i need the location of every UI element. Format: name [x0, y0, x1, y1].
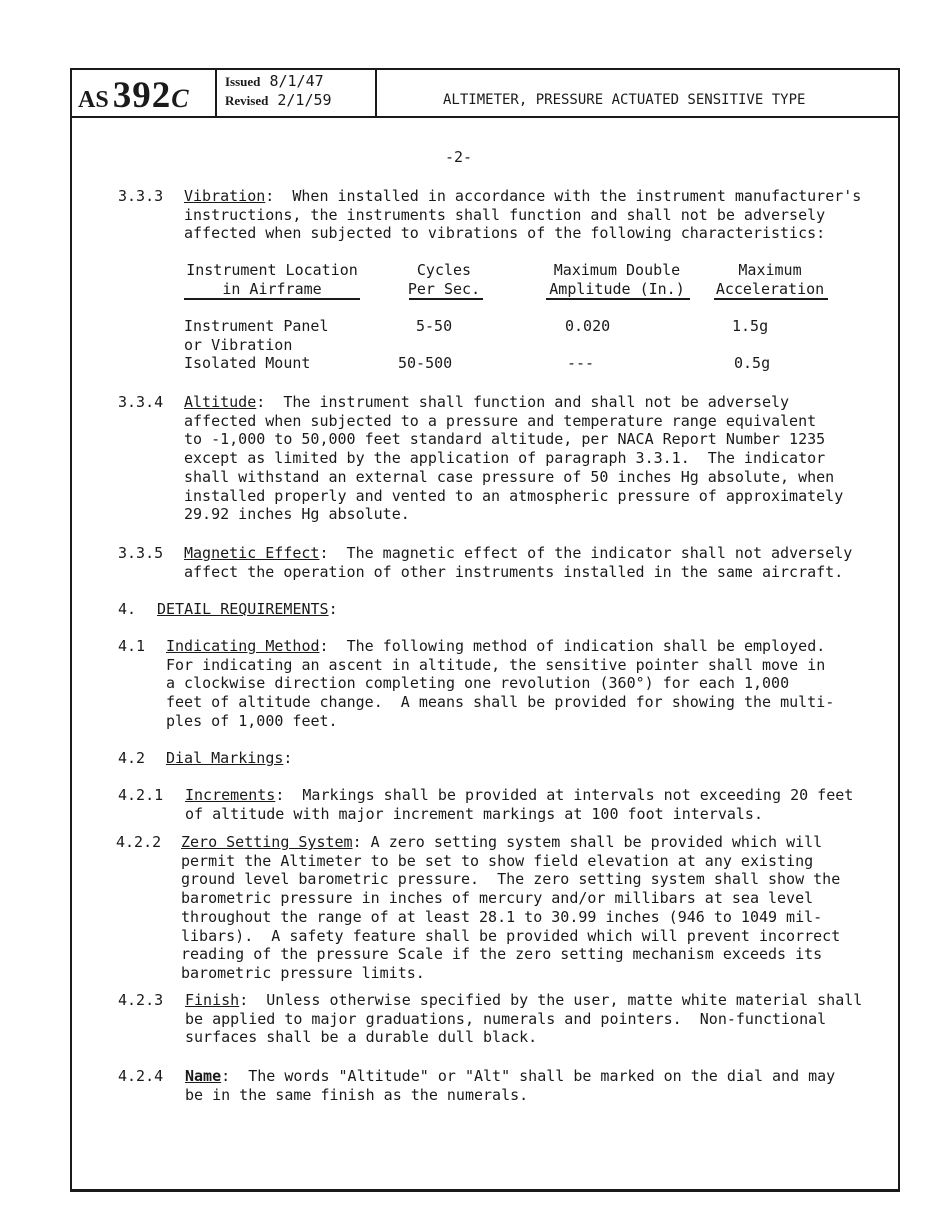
section-3-3-3: Vibration: When installed in accordance with the instrument manufacturer's instructions, the instruments shall function and shall not be adversely affected when subjected to vibrations of the following characteristics:: [184, 187, 862, 243]
section-4-1: Indicating Method: The following method of indication shall be employed. For indicating an ascent in altitude, the sensitive pointer shall move in a clockwise direction completing one revolution (360°) for each 1,000 feet of altitude change. A means shall be provided for showing the multi- ples of 1,000 feet.: [166, 637, 835, 730]
header-rule: [546, 298, 690, 300]
table-cell: ---: [567, 354, 595, 372]
header-divider: [215, 68, 217, 116]
table-header: Maximum Double Amplitude (In.): [549, 261, 685, 298]
section-number: 4.2.2: [116, 833, 162, 851]
section-4-2-2: Zero Setting System: A zero setting system shall be provided which will permit the Altimeter to be set to show field elevation at any existing ground level barometric pressure. The zero setting system shall show the barometric pressure in inches of mercury and/or millibars at sea level throughout the range of at least 28.1 to 30.99 inches (946 to 1049 mil- libars). A safety feature shall be provided which will prevent incorrect reading of the pressure Scale if the zero setting mechanism exceeds its barometric pressure limits.: [181, 833, 841, 982]
table-cell: 5-50: [416, 317, 453, 335]
section-heading: DETAIL REQUIREMENTS: [157, 600, 329, 618]
section-heading: Increments: [185, 786, 276, 804]
section-number: 4.2: [118, 749, 146, 767]
revised-date: 2/1/59: [277, 91, 332, 109]
section-number: 4.: [118, 600, 137, 618]
issued-label: Issued: [225, 74, 261, 89]
section-heading: Altitude: [184, 393, 257, 411]
section-3-3-5: Magnetic Effect: The magnetic effect of the indicator shall not adversely affect the operation of other instruments installed in the same aircraft.: [184, 544, 853, 581]
header-rule: [409, 298, 483, 300]
revised-label: Revised: [225, 93, 269, 108]
standard-number: AS 392C: [78, 75, 189, 116]
table-cell: 0.5g: [734, 354, 771, 372]
header-divider: [375, 68, 377, 116]
section-4-2-3: Finish: Unless otherwise specified by the user, matte white material shall be applied to major graduations, numerals and pointers. Non-functional surfaces shall be a durable dull black.: [185, 991, 863, 1047]
table-header: Cycles Per Sec.: [407, 261, 481, 298]
issued-date: 8/1/47: [269, 72, 324, 90]
section-heading: Dial Markings: [166, 749, 284, 767]
section-number: 4.2.1: [118, 786, 164, 804]
section-heading: Magnetic Effect: [184, 544, 320, 562]
table-cell: 0.020: [565, 317, 611, 335]
section-4-2-4: Name: The words "Altitude" or "Alt" shall be marked on the dial and may be in the same finish as the numerals.: [185, 1067, 836, 1104]
header-rule: [714, 298, 828, 300]
section-3-3-4: Altitude: The instrument shall function and shall not be adversely affected when subjected to a pressure and temperature range equivalent to -1,000 to 50,000 feet standard altitude, per NACA Report Number 1235 except as limited by the application of paragraph 3.3.1. The indicator shall withstand an external case pressure of 50 inches Hg absolute, when installed properly and vented to an atmospheric pressure of approximately 29.92 inches Hg absolute.: [184, 393, 844, 524]
section-4: DETAIL REQUIREMENTS:: [157, 600, 338, 618]
table-cell: 50-500: [398, 354, 453, 372]
issue-dates: [225, 72, 332, 110]
document-title: ALTIMETER, PRESSURE ACTUATED SENSITIVE TYPE: [443, 92, 806, 108]
section-heading: Vibration: [184, 187, 266, 205]
section-4-2-1: Increments: Markings shall be provided at intervals not exceeding 20 feet of altitude with major increment markings at 100 foot intervals.: [185, 786, 854, 823]
section-heading: Indicating Method: [166, 637, 320, 655]
table-cell: 1.5g: [732, 317, 769, 335]
section-heading: Zero Setting System: [181, 833, 353, 851]
document-header: [70, 68, 900, 118]
section-number: 3.3.4: [118, 393, 164, 411]
table-cell: Isolated Mount: [184, 354, 311, 372]
section-heading: Name: [185, 1067, 222, 1085]
section-4-2: Dial Markings:: [166, 749, 293, 767]
section-number: 3.3.3: [118, 187, 164, 205]
section-number: 4.2.3: [118, 991, 164, 1009]
section-number: 3.3.5: [118, 544, 164, 562]
table-cell: Instrument Panel or Vibration: [184, 317, 329, 354]
section-number: 4.2.4: [118, 1067, 164, 1085]
section-heading: Finish: [185, 991, 240, 1009]
table-header: Maximum Acceleration: [715, 261, 825, 298]
page-number: -2-: [445, 148, 473, 166]
section-number: 4.1: [118, 637, 146, 655]
table-header: Instrument Location in Airframe: [186, 261, 358, 298]
header-rule: [184, 298, 360, 300]
